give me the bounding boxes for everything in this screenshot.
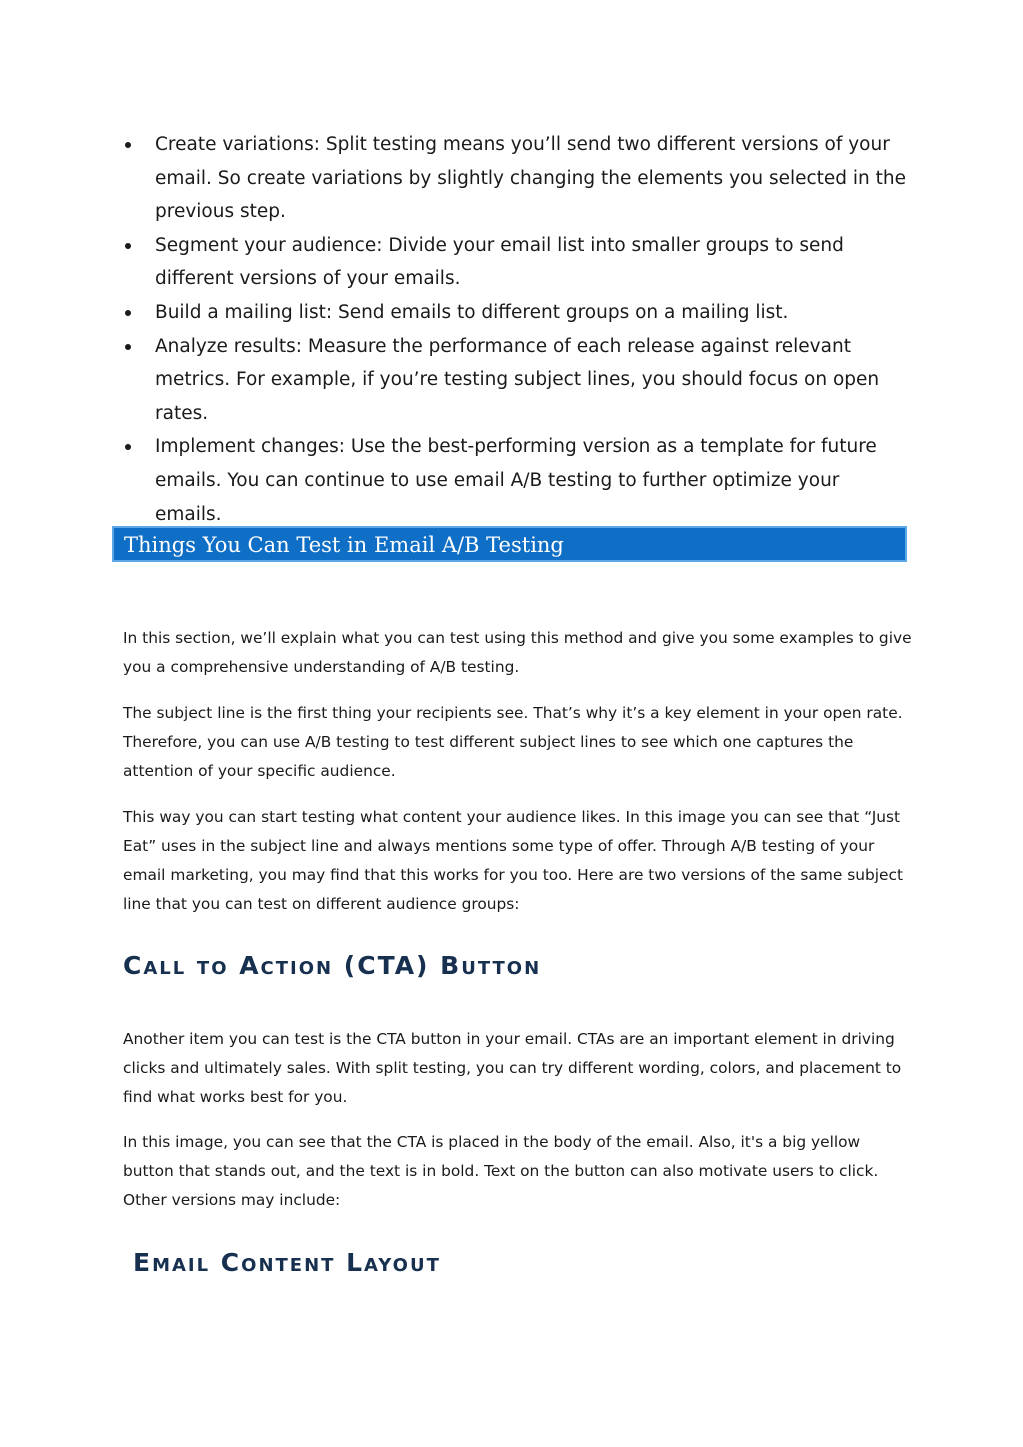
bullet-dot-icon xyxy=(125,444,131,450)
bullet-text: Implement changes: Use the best-performing version as a template for future emails. You can continue to use email A/B testing to further optimize your emails. xyxy=(155,436,877,525)
subject-line-paragraph: The subject line is the first thing your recipients see. That’s why it’s a key element in your open rate. Therefore, you can use A/B testing to test different subject lines to see which one captures the attention of your specific audience. xyxy=(123,704,903,780)
email-layout-heading: Email Content Layout xyxy=(133,1248,441,1277)
cta-intro-paragraph: Another item you can test is the CTA button in your email. CTAs are an important element in driving clicks and ultimately sales. With split testing, you can try different wording, colors, and placement to find what works best for you. xyxy=(123,1030,902,1106)
content-testing-paragraph: This way you can start testing what content your audience likes. In this image you can see that “Just Eat” uses in the subject line and always mentions some type of offer. Through A/B testing of your email marketing, you may find that this works for you too. Here are two versions of the same subject line that you can test on different audience groups: xyxy=(123,808,903,913)
bullet-item-segment-audience xyxy=(120,229,910,296)
bullet-item-create-variations xyxy=(120,128,910,229)
bullet-dot-icon xyxy=(125,344,131,350)
bullet-text: Segment your audience: Divide your email list into smaller groups to send different versions of your emails. xyxy=(155,234,844,290)
bullet-item-build-mailing-list xyxy=(120,296,910,330)
bullet-dot-icon xyxy=(125,142,131,148)
bullet-text: Create variations: Split testing means you’ll send two different versions of your email. So create variations by slightly changing the elements you selected in the previous step. xyxy=(155,134,907,223)
bullet-text: Build a mailing list: Send emails to different groups on a mailing list. xyxy=(155,301,789,323)
cta-heading: Call to Action (CTA) Button xyxy=(123,951,542,980)
steps-bullet-list xyxy=(120,128,910,531)
bullet-dot-icon xyxy=(125,243,131,249)
section-heading-title: Things You Can Test in Email A/B Testing xyxy=(124,533,564,557)
bullet-dot-icon xyxy=(125,310,131,316)
section-heading-bar xyxy=(112,526,907,562)
bullet-text: Analyze results: Measure the performance of each release against relevant metrics. For example, if you’re testing subject lines, you should focus on open rates. xyxy=(155,335,880,424)
bullet-item-analyze-results xyxy=(120,330,910,431)
cta-image-paragraph: In this image, you can see that the CTA is placed in the body of the email. Also, it's a big yellow button that stands out, and the text is in bold. Text on the button can also motivate users to click. Other versions may include: xyxy=(123,1133,879,1209)
intro-paragraph: In this section, we’ll explain what you can test using this method and give you some examples to give you a comprehensive understanding of A/B testing. xyxy=(123,629,912,676)
bullet-item-implement-changes xyxy=(120,430,910,531)
